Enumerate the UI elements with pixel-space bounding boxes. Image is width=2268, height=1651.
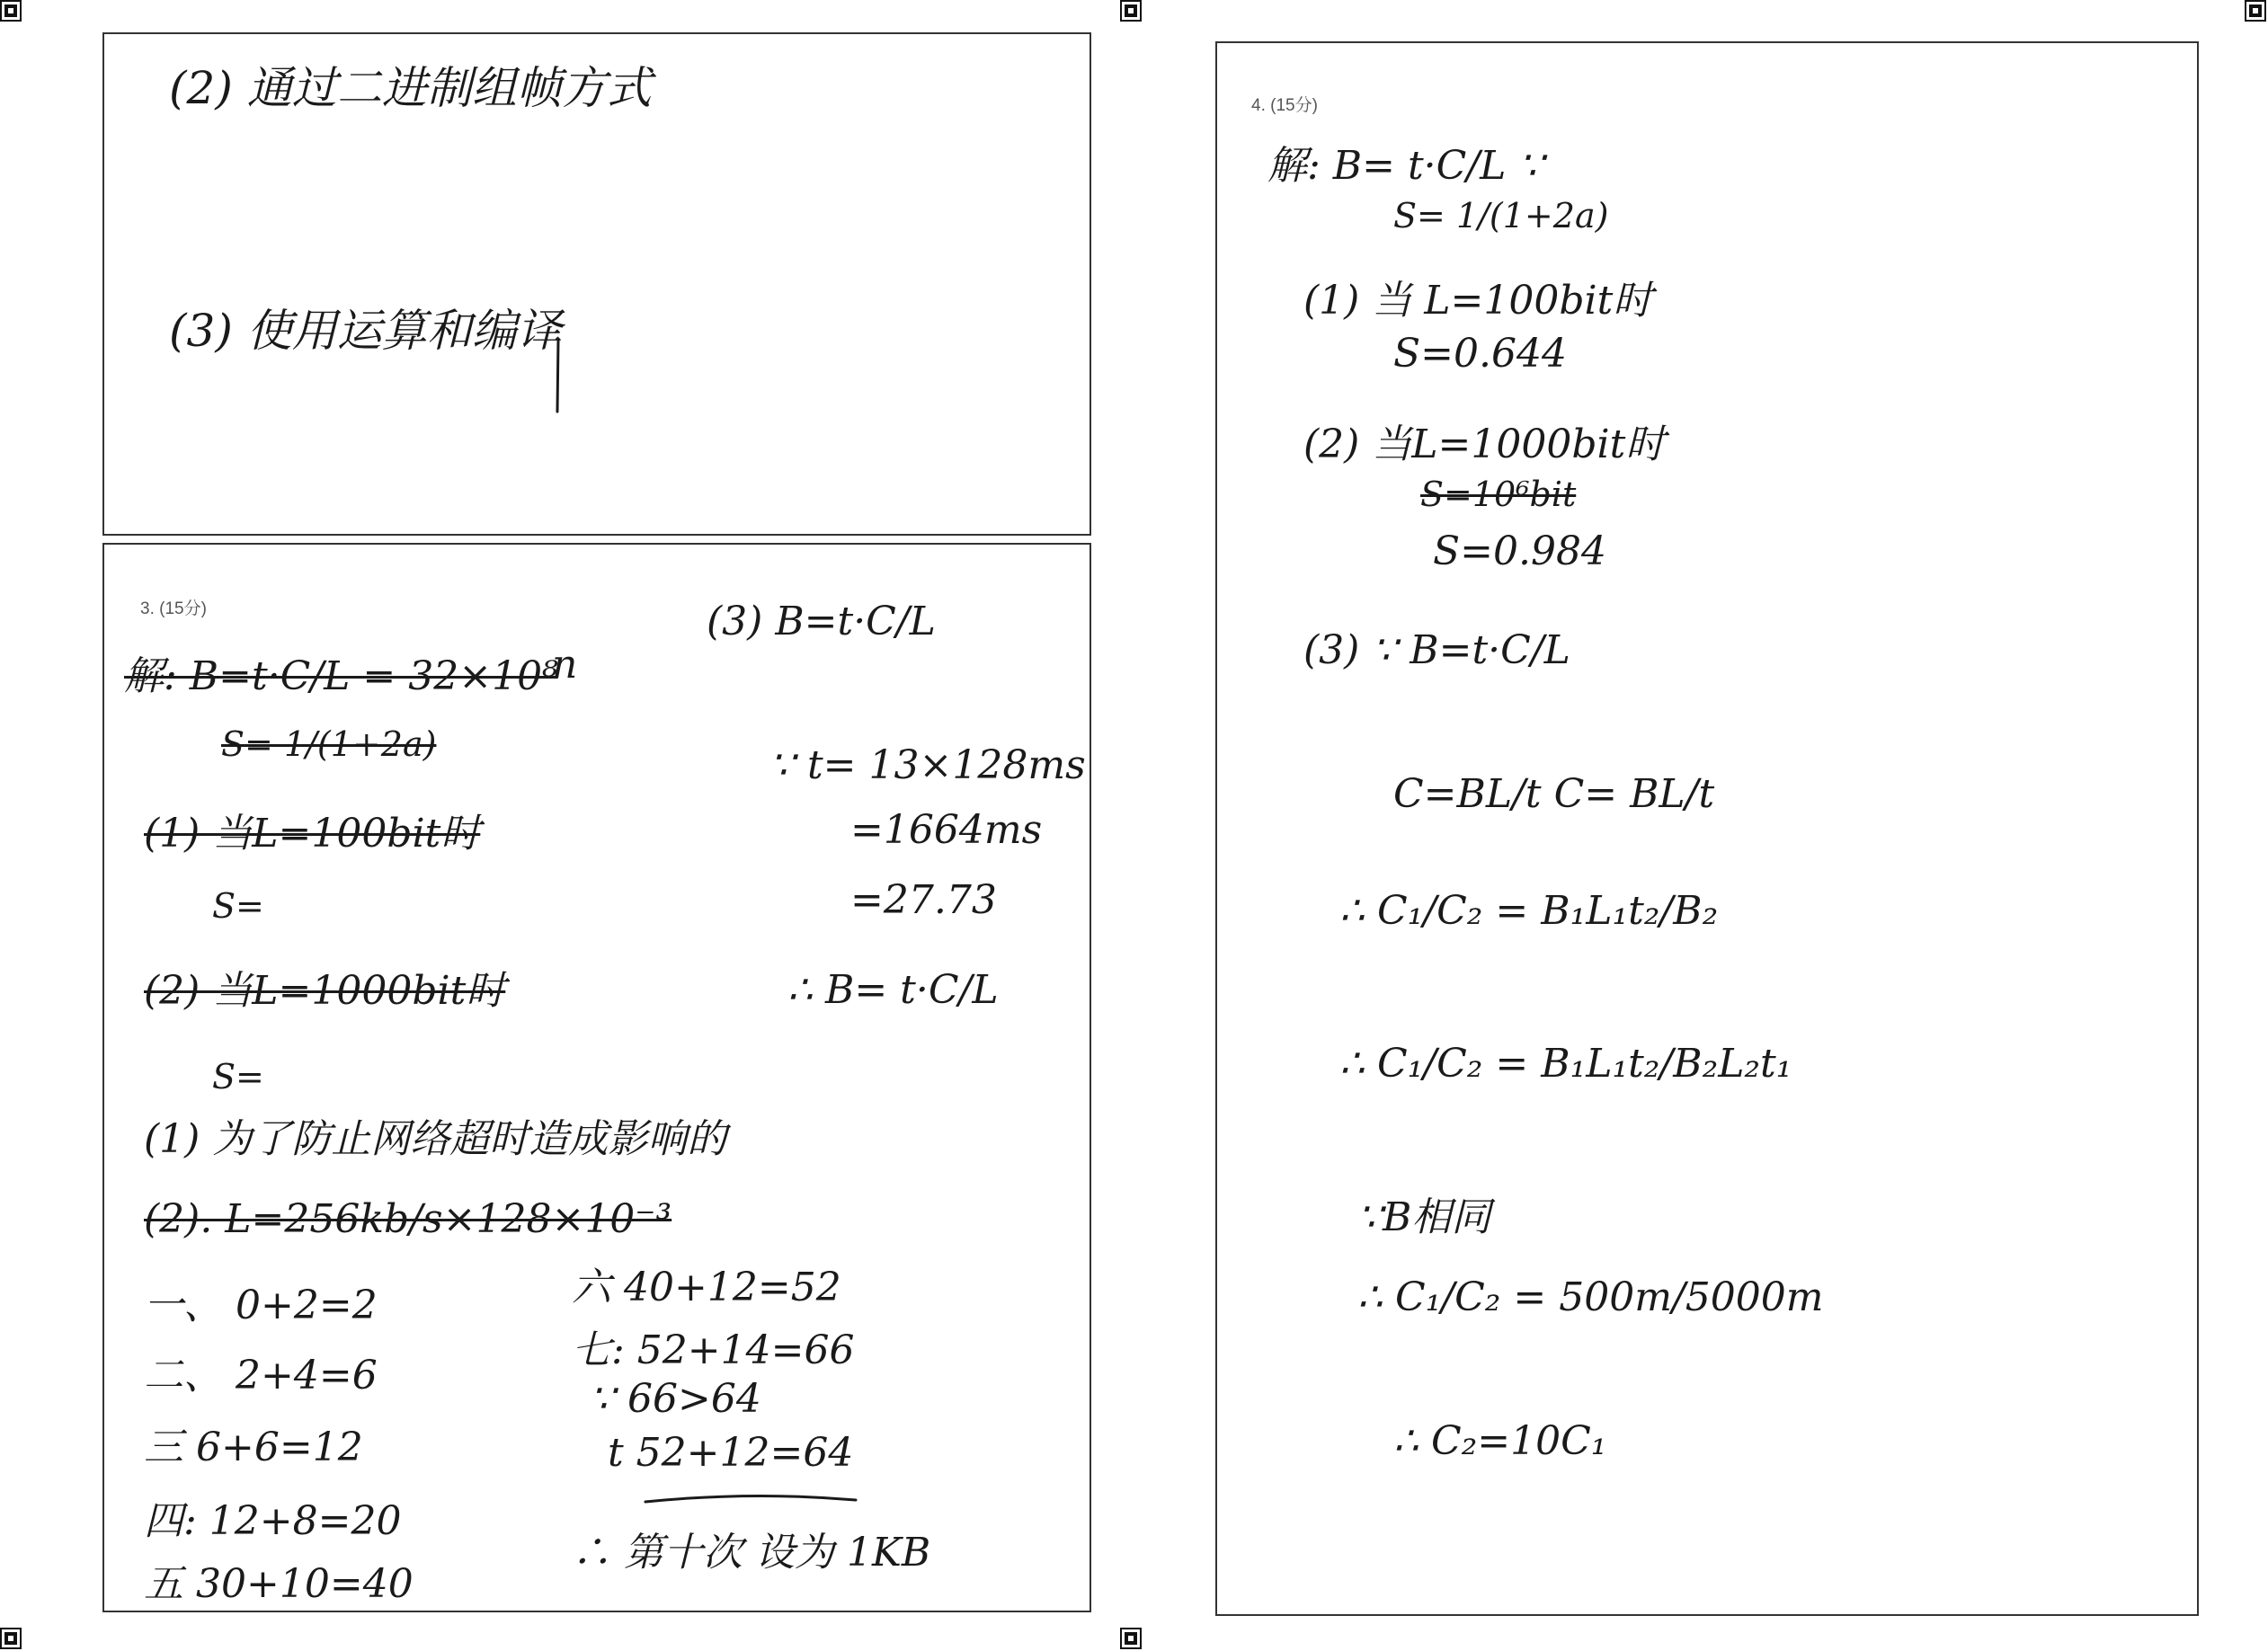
answer-line: 解: B= t·C/L ∵: [1267, 143, 1544, 189]
answer-line: (1) 为了防止网络超时造成影响的: [144, 1116, 727, 1162]
answer-line: 解: B=t·C/L = 32×10⁸: [124, 653, 558, 699]
answer-line: 三 6+6=12: [144, 1425, 363, 1470]
answer-line: (3) 使用运算和编译: [169, 305, 562, 357]
question-label: 3. (15分): [140, 599, 207, 618]
answer-line: (3) B=t·C/L: [707, 599, 936, 644]
answer-box-q3: [102, 543, 1091, 1612]
answer-line: C=BL/t C= BL/t: [1393, 771, 1715, 817]
pen-stroke: [554, 340, 563, 421]
corner-marker-top-left: [0, 0, 22, 22]
corner-marker-bottom-center: [1120, 1628, 1142, 1649]
answer-line: S=0.644: [1393, 331, 1567, 377]
answer-line: (2) 当L=1000bit时: [144, 968, 506, 1014]
answer-line: S=: [212, 886, 264, 926]
answer-line: 四: 12+8=20: [144, 1498, 402, 1544]
answer-line: S=10⁶bit: [1420, 475, 1577, 514]
answer-line: S= 1/(1+2a): [1393, 196, 1609, 235]
answer-line: ∴ C₁/C₂ = 500m/5000m: [1357, 1274, 1824, 1320]
answer-line: S=0.984: [1433, 528, 1606, 574]
answer-line: ∴ C₁/C₂ = B₁L₁t₂/B₂L₂t₁: [1339, 1041, 1792, 1087]
answer-line: ∵B相同: [1357, 1194, 1491, 1240]
answer-line: =1664ms: [850, 807, 1043, 853]
answer-line: S=: [212, 1057, 264, 1096]
question-label: 4. (15分): [1251, 96, 1318, 115]
answer-line: (2). L=256kb/s×128×10⁻³: [144, 1196, 672, 1242]
answer-line: (1) 当L=100bit时: [144, 811, 481, 857]
answer-line: ∴ C₁/C₂ = B₁L₁t₂/B₂: [1339, 888, 1719, 934]
answer-line: t 52+12=64: [608, 1430, 854, 1476]
answer-line: 六 40+12=52: [572, 1265, 841, 1310]
answer-line: ∴ B= t·C/L: [787, 967, 999, 1013]
corner-marker-bottom-left: [0, 1628, 22, 1649]
answer-line: (2) 通过二进制组帧方式: [169, 62, 652, 114]
answer-box-q2: [102, 32, 1091, 536]
answer-box-q4: [1215, 41, 2199, 1616]
answer-line: 五 30+10=40: [144, 1561, 414, 1607]
answer-line: S= 1/(1+2a): [221, 724, 437, 764]
answer-line: 一、 0+2=2: [144, 1283, 378, 1328]
answer-line: ∵ 66>64: [590, 1376, 761, 1422]
answer-n: n: [552, 642, 578, 688]
underline-stroke: [644, 1493, 859, 1505]
answer-line: 七: 52+14=66: [572, 1327, 855, 1373]
answer-line: =27.73: [850, 877, 997, 923]
answer-line: (3) ∵ B=t·C/L: [1303, 627, 1570, 673]
answer-line: ∴ 第十次 设为 1KB: [572, 1530, 931, 1576]
corner-marker-top-right: [2245, 0, 2266, 22]
answer-line: 二、 2+4=6: [144, 1353, 378, 1398]
answer-line: (1) 当 L=100bit时: [1303, 278, 1653, 324]
answer-line: ∴ C₂=10C₁: [1393, 1418, 1607, 1464]
answer-line: (2) 当L=1000bit时: [1303, 422, 1666, 467]
corner-marker-top-center: [1120, 0, 1142, 22]
answer-line: ∵ t= 13×128ms: [769, 742, 1086, 788]
